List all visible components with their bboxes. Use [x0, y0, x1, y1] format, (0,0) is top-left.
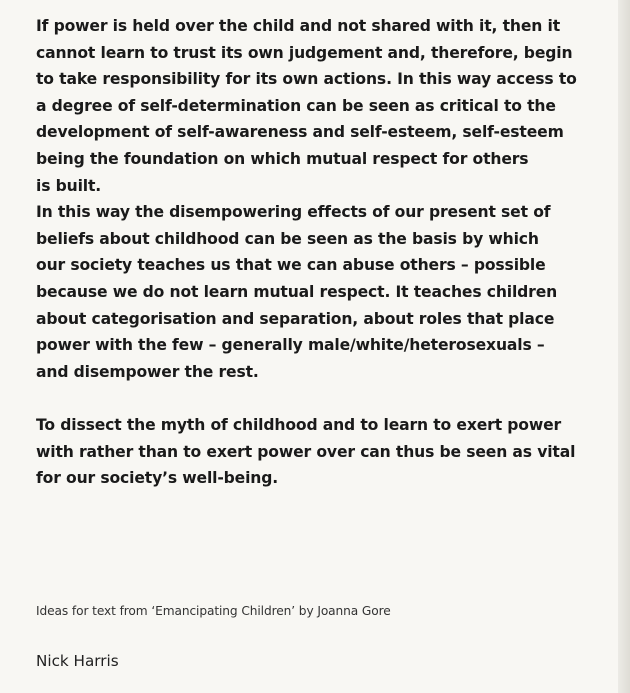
paragraph-3-line: To dissect the myth of childhood and to learn to exert power: [36, 415, 562, 434]
paragraph-2-line: because we do not learn mutual respect. It teaches children: [36, 282, 558, 301]
source-credit: Ideas for text from ‘Emancipating Children’ by Joanna Gore: [36, 604, 391, 618]
paragraph-1-line: If power is held over the child and not shared with it, then it: [36, 17, 560, 35]
paragraph-1-line: development of self-awareness and self-esteem, self-esteem: [36, 123, 564, 142]
paragraph-1-line: is built.: [36, 176, 102, 195]
paragraph-2-line: our society teaches us that we can abuse others – possible: [36, 256, 546, 275]
paragraph-1-line: being the foundation on which mutual respect for others: [36, 149, 529, 168]
body-text: [36, 13, 596, 492]
paragraph-2-line: power with the few – generally male/white/heterosexuals –: [36, 336, 545, 355]
paragraph-1-line: to take responsibility for its own actions. In this way access to: [36, 70, 577, 89]
paragraph-2-line: and disempower the rest.: [36, 362, 259, 381]
paragraph-1-line: cannot learn to trust its own judgement and, therefore, begin: [36, 43, 573, 62]
paragraph-3-line: with rather than to exert power over can thus be seen as vital: [36, 442, 576, 461]
author-name: Nick Harris: [36, 652, 119, 670]
paragraph-gap: [36, 385, 596, 412]
page-edge-shadow: [618, 0, 630, 693]
paragraph-2-line: about categorisation and separation, about roles that place: [36, 309, 555, 328]
paragraph-1-line: a degree of self-determination can be seen as critical to the: [36, 96, 556, 115]
paragraph-2-line: In this way the disempowering effects of our present set of: [36, 203, 551, 222]
paragraph-3-line: for our society’s well-being.: [36, 469, 279, 488]
paragraph-2-line: beliefs about childhood can be seen as the basis by which: [36, 229, 539, 248]
